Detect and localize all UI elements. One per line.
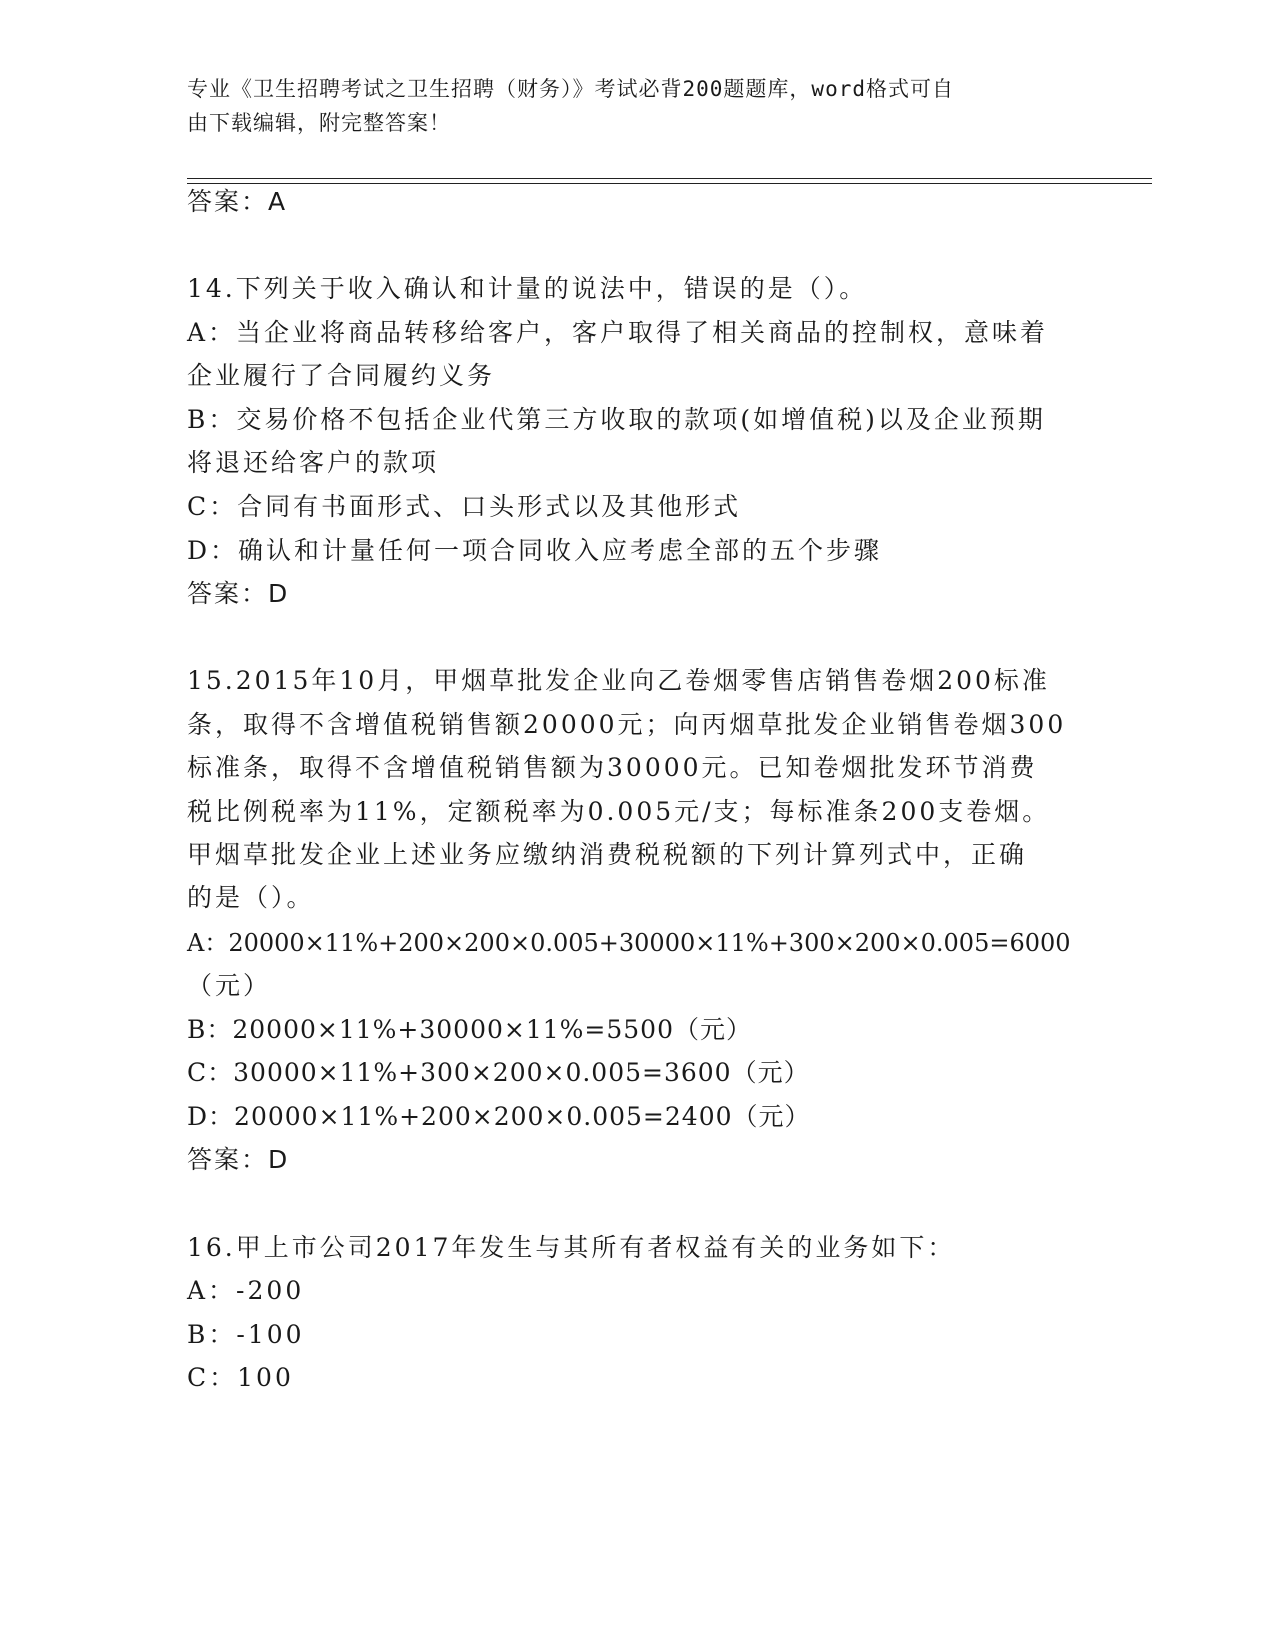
q14-option-c: C：合同有书面形式、口头形式以及其他形式 [187,492,742,521]
answer-13: 答案：A [187,187,288,216]
q15-option-a-line-1: A：20000×11%+200×200×0.005+30000×11%+300×200×0.005=6000 [187,929,1071,957]
header-divider-bottom [187,183,1152,184]
q15-answer: 答案：D [187,1145,290,1174]
q14-option-a-line-1: A：当企业将商品转移给客户，客户取得了相关商品的控制权，意味着 [187,318,1049,347]
q15-option-b: B：20000×11%+30000×11%=5500（元） [187,1015,752,1044]
q14-option-b-line-2: 将退还给客户的款项 [187,448,440,477]
q15-stem-line-6: 的是（）。 [187,883,315,912]
q15-stem-line-5: 甲烟草批发企业上述业务应缴纳消费税税额的下列计算列式中，正确 [187,840,1028,869]
q16-option-b: B：-100 [187,1320,305,1349]
header-divider-top [187,178,1152,179]
q15-stem-line-2: 条，取得不含增值税销售额20000元；向丙烟草批发企业销售卷烟300 [187,710,1067,739]
header-line-2: 由下载编辑，附完整答案！ [187,111,451,135]
q14-stem: 14.下列关于收入确认和计量的说法中，错误的是（）。 [187,274,868,303]
q15-option-a-line-2: （元） [187,971,272,1000]
q16-option-c: C：100 [187,1363,294,1392]
q16-stem: 16.甲上市公司2017年发生与其所有者权益有关的业务如下： [187,1233,956,1262]
document-header [187,72,1067,140]
q15-option-c: C：30000×11%+300×200×0.005=3600（元） [187,1058,810,1087]
q15-stem-line-3: 标准条，取得不含增值税销售额为30000元。已知卷烟批发环节消费 [187,753,1038,782]
q14-option-d: D：确认和计量任何一项合同收入应考虑全部的五个步骤 [187,536,883,565]
q14-option-b-line-1: B：交易价格不包括企业代第三方收取的款项(如增值税)以及企业预期 [187,405,1046,434]
q15-stem-line-1: 15.2015年10月，甲烟草批发企业向乙卷烟零售店销售卷烟200标准 [187,666,1050,695]
q14-option-a-line-2: 企业履行了合同履约义务 [187,361,496,390]
header-line-1: 专业《卫生招聘考试之卫生招聘（财务）》考试必背200题题库，word格式可自 [187,77,954,101]
q16-option-a: A：-200 [187,1276,305,1305]
q15-option-d: D：20000×11%+200×200×0.005=2400（元） [187,1102,811,1131]
q14-answer: 答案：D [187,579,290,608]
q15-stem-line-4: 税比例税率为11%，定额税率为0.005元/支；每标准条200支卷烟。 [187,797,1051,826]
